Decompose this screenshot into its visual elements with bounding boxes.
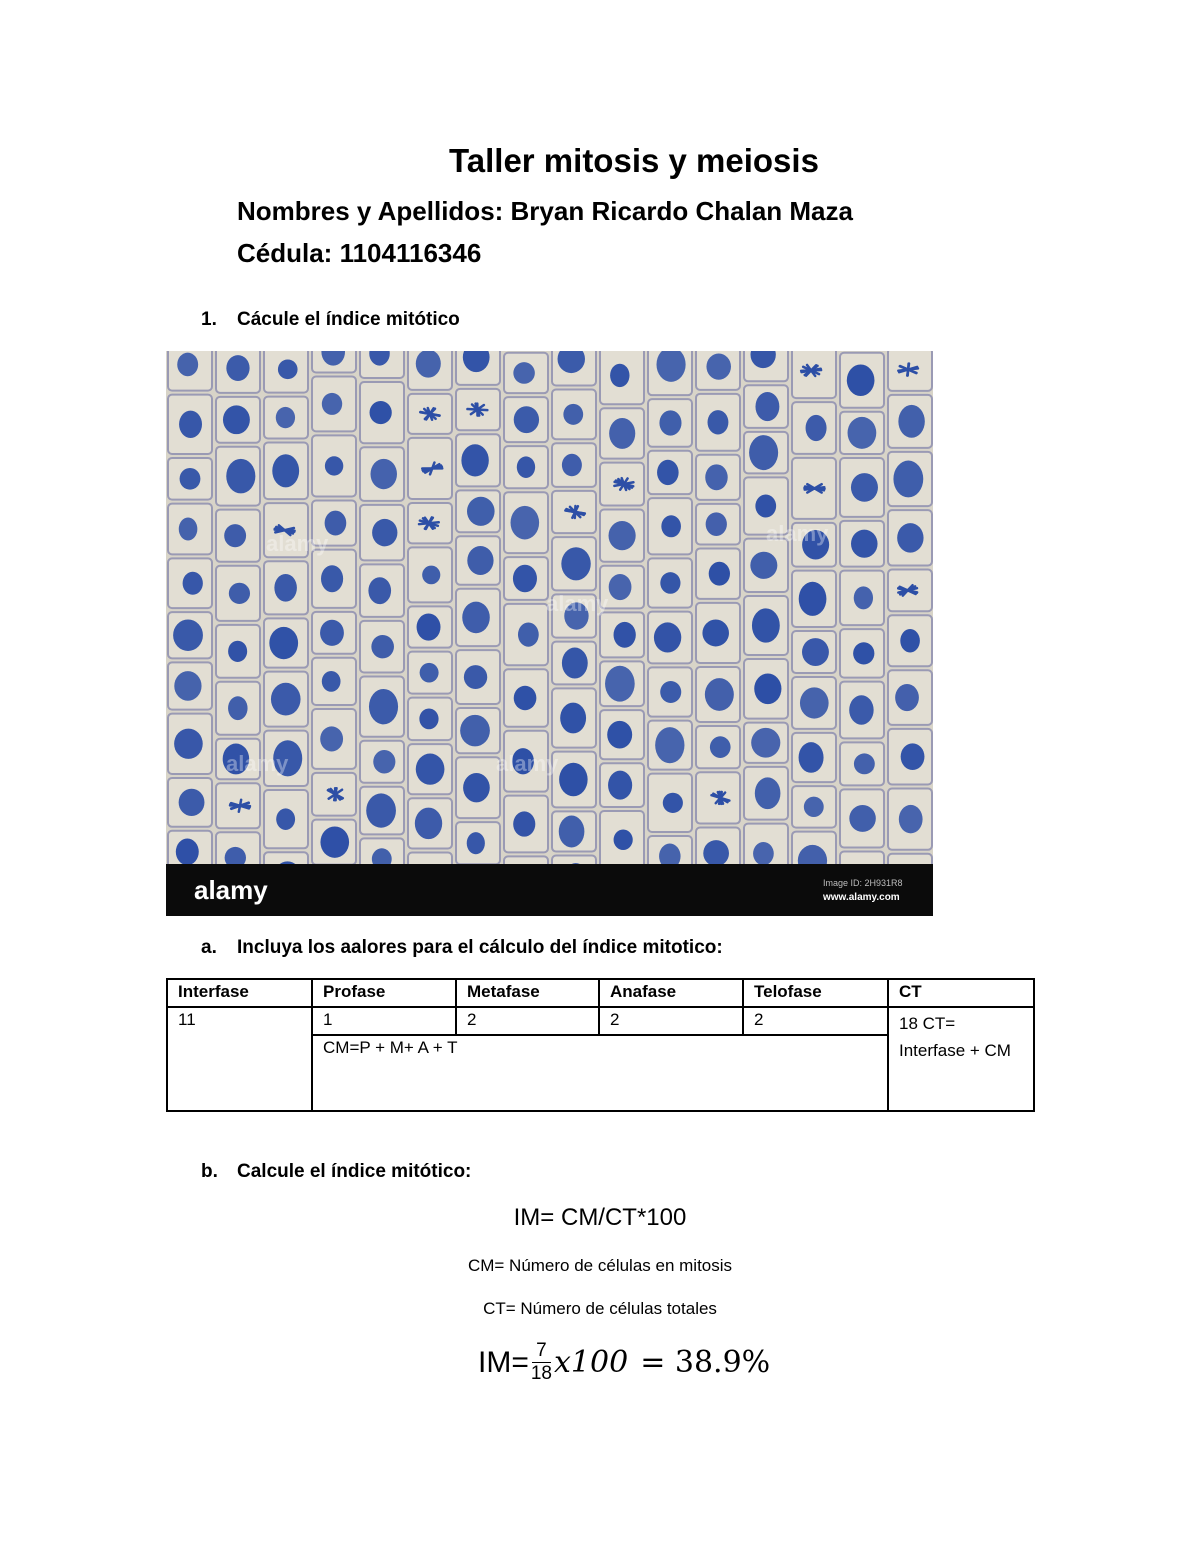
cm-definition: CM= Número de células en mitosis <box>467 1256 733 1275</box>
cell-nucleus <box>752 608 780 642</box>
cell-nucleus <box>514 406 539 433</box>
cell-nucleus <box>802 638 829 666</box>
cell-nucleus <box>559 816 585 848</box>
fraction-denominator: 18 <box>530 1363 552 1384</box>
part-a-text: Incluya los aalores para el cálculo del índice mitotico: <box>237 937 723 958</box>
cell-nucleus <box>229 583 250 604</box>
cell-nucleus <box>463 773 490 802</box>
cell-nucleus <box>605 666 635 702</box>
student-id: Cédula: 1104116346 <box>237 238 482 268</box>
cell-nucleus <box>322 393 342 415</box>
cell-nucleus <box>854 586 873 609</box>
document-title: Taller mitosis y meiosis <box>449 142 819 179</box>
part-b-label: b. <box>201 1161 218 1182</box>
student-name: Nombres y Apellidos: Bryan Ricardo Chalan Maza <box>237 196 853 226</box>
cell-nucleus <box>702 620 729 647</box>
im-result-value: = 38.9% <box>640 1345 771 1380</box>
im-multiplier: x100 <box>554 1345 629 1380</box>
cell-nucleus <box>228 641 247 662</box>
phase-count-table <box>166 978 1035 1112</box>
ct-definition: CT= Número de células totales <box>483 1299 717 1318</box>
alamy-watermark: alamy <box>266 531 329 556</box>
cell-nucleus <box>180 468 201 490</box>
cell-nucleus <box>179 789 205 816</box>
im-fraction <box>531 1340 552 1385</box>
cell-nucleus <box>322 671 341 692</box>
cell-nucleus <box>709 562 730 586</box>
cell-nucleus <box>854 753 875 774</box>
cell-nucleus <box>849 695 873 725</box>
alamy-url: www.alamy.com <box>823 892 900 903</box>
cell-nucleus <box>657 460 679 485</box>
cell-nucleus <box>897 523 923 553</box>
cell-nucleus <box>228 696 248 720</box>
cell-nucleus <box>705 678 734 711</box>
header-profase: Profase <box>312 979 456 1007</box>
cell-nucleus <box>320 620 344 646</box>
value-ct: 18 CT= Interfase + CM <box>888 1007 1034 1111</box>
table-row <box>167 1007 1034 1035</box>
cell-nucleus <box>462 602 490 634</box>
cell-nucleus <box>893 461 923 498</box>
alamy-banner <box>166 864 933 916</box>
cell-nucleus <box>750 552 777 579</box>
cell-nucleus <box>372 519 397 546</box>
cell-nucleus <box>703 840 729 866</box>
cell-nucleus <box>659 410 681 435</box>
cell-nucleus <box>223 405 250 434</box>
cell-nucleus <box>607 721 632 749</box>
cell-nucleus <box>179 411 202 438</box>
cell-nucleus <box>366 793 396 827</box>
cell-nucleus <box>804 797 824 817</box>
cell-nucleus <box>467 546 493 575</box>
header-metafase: Metafase <box>456 979 599 1007</box>
cell-nucleus <box>654 622 681 652</box>
cell-nucleus <box>179 517 198 540</box>
part-b-text: Calcule el índice mitótico: <box>237 1161 472 1182</box>
chromosome <box>805 488 825 489</box>
cell-nucleus <box>895 684 919 711</box>
cell-nucleus <box>226 459 255 494</box>
cell-nucleus <box>706 512 727 536</box>
cell-nucleus <box>749 435 778 470</box>
alamy-watermark: alamy <box>546 591 609 616</box>
cell-nucleus <box>851 530 878 558</box>
cell-nucleus <box>609 574 632 600</box>
cell-nucleus <box>608 771 632 800</box>
cell-nucleus <box>753 842 774 865</box>
cell-nucleus <box>467 832 485 854</box>
micrograph-cells <box>166 351 933 916</box>
cell-nucleus <box>461 444 488 476</box>
cell-nucleus <box>276 808 295 830</box>
cell-nucleus <box>176 838 199 865</box>
cell-nucleus <box>325 456 343 475</box>
value-telofase: 2 <box>743 1007 888 1035</box>
cell-nucleus <box>705 464 727 490</box>
im-result <box>478 1340 770 1385</box>
cell-nucleus <box>754 673 781 704</box>
cell-nucleus <box>806 415 827 441</box>
value-anafase: 2 <box>599 1007 743 1035</box>
cell-nucleus <box>276 407 295 428</box>
cell-nucleus <box>655 727 684 763</box>
fraction-numerator: 7 <box>532 1340 551 1363</box>
cell-nucleus <box>849 805 875 832</box>
cell-nucleus <box>610 364 629 387</box>
cell-nucleus <box>320 826 349 857</box>
cell-nucleus <box>560 703 586 734</box>
cell-nucleus <box>751 728 780 758</box>
cell-nucleus <box>460 715 490 747</box>
cell-nucleus <box>663 793 683 813</box>
cell-nucleus <box>370 459 396 489</box>
cell-nucleus <box>561 547 590 580</box>
cell-nucleus <box>514 686 537 710</box>
cell-nucleus <box>562 648 588 679</box>
cell-nucleus <box>415 808 442 840</box>
cell-nucleus <box>173 619 203 651</box>
cell-nucleus <box>848 417 877 449</box>
header-ct: CT <box>888 979 1034 1007</box>
cm-formula-cell: CM=P + M+ A + T <box>312 1035 888 1111</box>
cell-nucleus <box>224 524 246 547</box>
value-profase: 1 <box>312 1007 456 1035</box>
cell-nucleus <box>467 497 495 526</box>
cell-nucleus <box>710 736 731 758</box>
cell-nucleus <box>373 750 395 773</box>
alamy-logo: alamy <box>194 875 268 905</box>
cell-nucleus <box>900 629 920 652</box>
cell-nucleus <box>799 742 824 773</box>
cell-nucleus <box>706 354 731 380</box>
cell-nucleus <box>320 726 343 751</box>
cell-nucleus <box>511 506 540 540</box>
cell-nucleus <box>417 613 441 640</box>
part-a-label: a. <box>201 937 217 958</box>
value-metafase: 2 <box>456 1007 599 1035</box>
cell-nucleus <box>420 663 439 683</box>
cell-nucleus <box>422 566 440 585</box>
question-1-text: Cácule el índice mitótico <box>237 309 460 330</box>
cell-nucleus <box>562 454 582 476</box>
cell-nucleus <box>368 577 391 604</box>
cell-nucleus <box>708 410 729 434</box>
cell-nucleus <box>513 811 535 836</box>
cell-nucleus <box>226 355 249 381</box>
cell-nucleus <box>853 642 874 664</box>
cell-nucleus <box>755 777 781 809</box>
im-prefix: IM= <box>478 1345 529 1379</box>
cell-nucleus <box>278 360 298 380</box>
cell-nucleus <box>183 572 203 595</box>
cell-nucleus <box>660 572 680 594</box>
cell-nucleus <box>660 681 681 703</box>
cell-nucleus <box>272 454 299 487</box>
cell-nucleus <box>614 830 633 850</box>
table-header-row <box>167 979 1034 1007</box>
cell-nucleus <box>800 687 829 718</box>
im-formula: IM= CM/CT*100 <box>513 1204 687 1231</box>
cell-nucleus <box>174 671 201 701</box>
cell-nucleus <box>419 709 438 730</box>
cell-nucleus <box>609 418 635 449</box>
cell-nucleus <box>513 565 537 593</box>
header-telofase: Telofase <box>743 979 888 1007</box>
image-id-text: Image ID: 2H931R8 <box>823 878 903 888</box>
alamy-watermark: alamy <box>496 751 559 776</box>
cell-nucleus <box>513 362 535 384</box>
alamy-watermark: alamy <box>226 751 289 776</box>
cell-nucleus <box>899 805 923 833</box>
cell-nucleus <box>755 494 776 517</box>
cell-nucleus <box>274 574 297 602</box>
cell-nucleus <box>174 729 203 759</box>
cell-nucleus <box>177 353 198 377</box>
cell-nucleus <box>755 392 779 421</box>
cell-nucleus <box>799 582 827 616</box>
cell-nucleus <box>614 622 636 648</box>
cell-nucleus <box>269 627 298 659</box>
cell-nucleus <box>609 521 636 550</box>
micrograph-image <box>166 351 933 916</box>
cell-nucleus <box>898 405 924 438</box>
cell-nucleus <box>661 515 681 537</box>
header-anafase: Anafase <box>599 979 743 1007</box>
cell-nucleus <box>517 456 535 478</box>
cell-nucleus <box>416 754 445 785</box>
cell-nucleus <box>518 622 539 646</box>
cell-nucleus <box>851 473 878 502</box>
alamy-watermark: alamy <box>766 521 829 546</box>
header-interfase: Interfase <box>167 979 312 1007</box>
cell-nucleus <box>901 743 925 770</box>
cell-nucleus <box>370 401 392 424</box>
cell-nucleus <box>369 689 398 724</box>
cell-nucleus <box>563 404 583 425</box>
value-interfase: 11 <box>167 1007 312 1111</box>
cell-nucleus <box>371 635 394 658</box>
cell-nucleus <box>271 683 301 716</box>
question-1-number: 1. <box>201 309 217 330</box>
cell-nucleus <box>464 665 487 689</box>
cell-nucleus <box>559 763 587 797</box>
cell-nucleus <box>847 364 875 396</box>
cell-nucleus <box>321 565 343 592</box>
